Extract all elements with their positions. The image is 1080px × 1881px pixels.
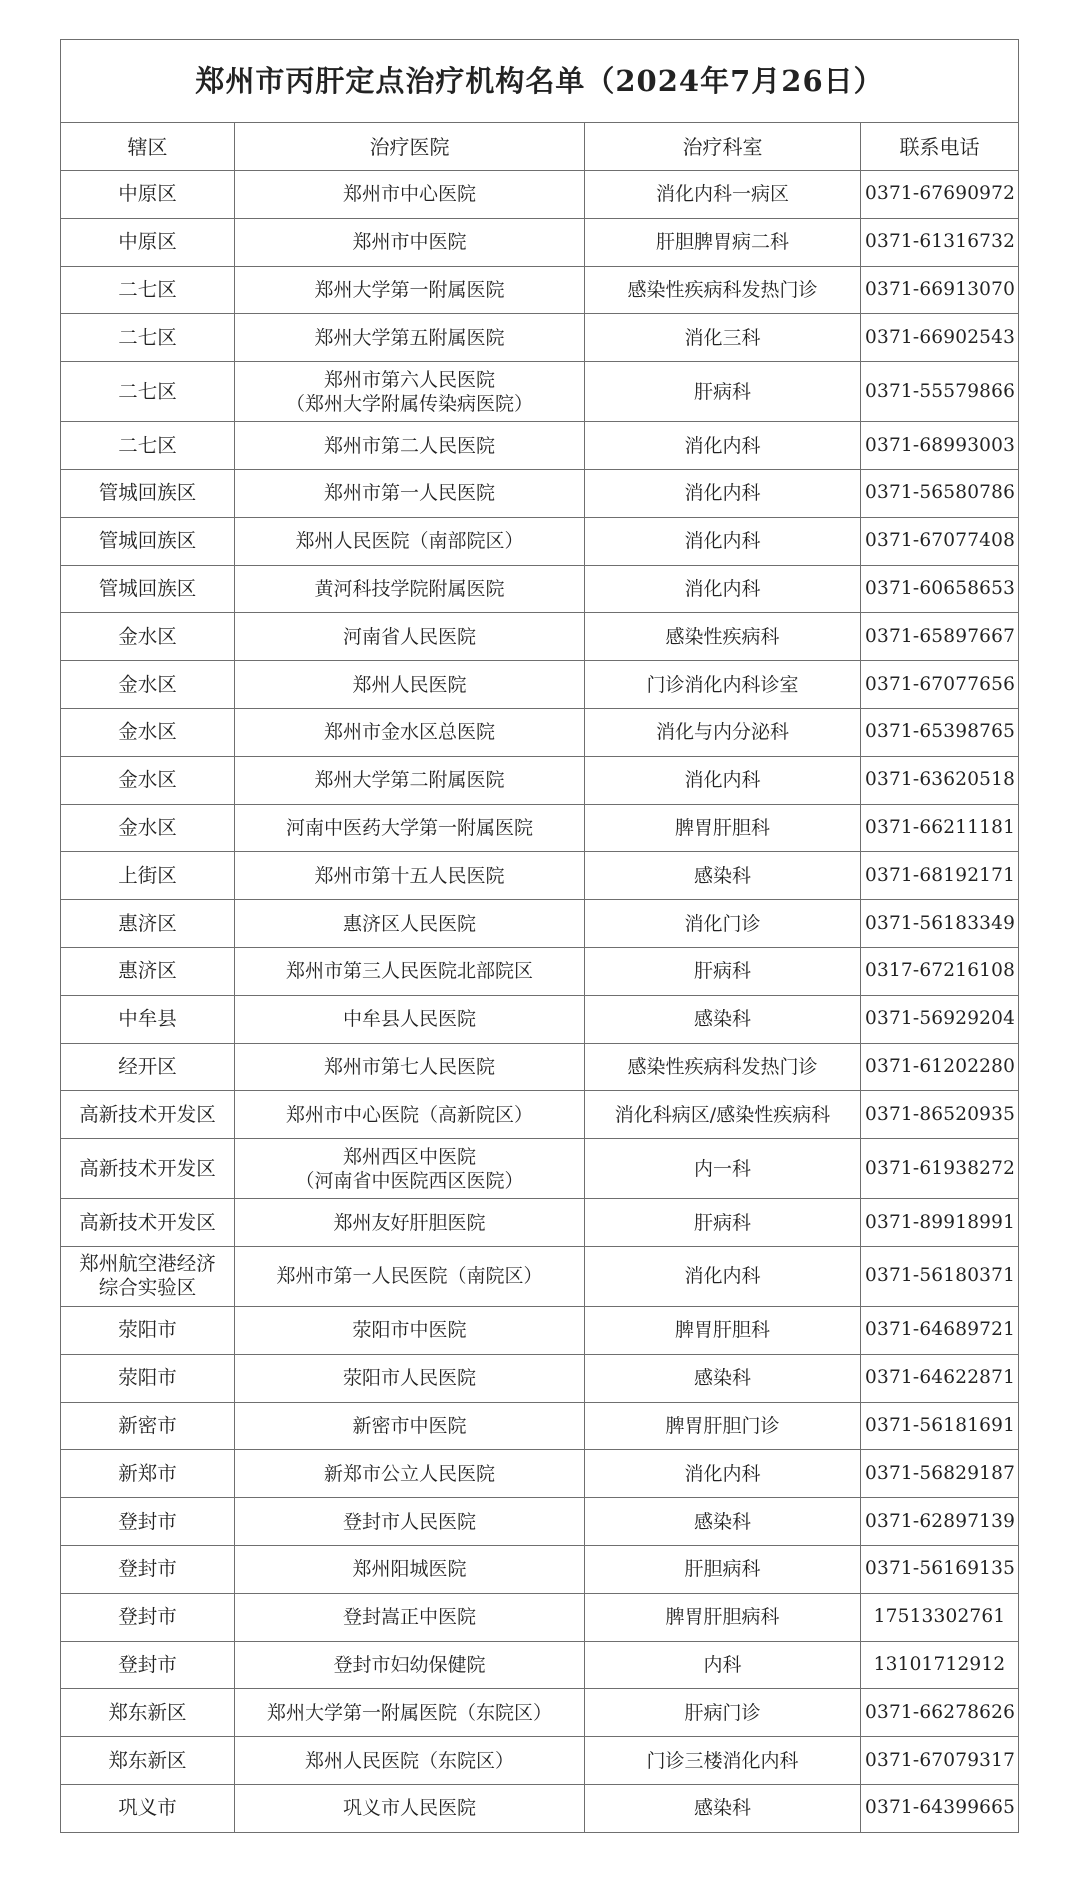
district-cell	[61, 1306, 235, 1354]
hospital-cell-line: 新郑市公立人民医院	[323, 1462, 495, 1485]
table-row	[61, 756, 1019, 804]
hospital-cell-line: 荥阳市中医院	[352, 1319, 467, 1342]
district-cell	[61, 613, 235, 661]
district-cell-line: 中原区	[118, 182, 177, 206]
district-cell	[61, 804, 235, 852]
hospital-cell-line: 郑州市第一人民医院（南院区）	[276, 1265, 543, 1288]
hospital-cell	[235, 362, 585, 422]
department-cell: 消化科病区/感染性疾病科	[585, 1091, 861, 1139]
district-cell	[61, 469, 235, 517]
phone-cell: 0371-65897667	[861, 613, 1019, 661]
district-cell-line: 高新技术开发区	[79, 1102, 216, 1126]
table-body	[61, 171, 1019, 1833]
district-cell-line: 新郑市	[118, 1461, 177, 1485]
hospital-cell	[235, 171, 585, 219]
department-cell: 肝病科	[585, 947, 861, 995]
table-row	[61, 1091, 1019, 1139]
hospital-cell-line: 郑州市金水区总医院	[323, 721, 495, 744]
table-row	[61, 422, 1019, 470]
hospital-cell	[235, 565, 585, 613]
hospital-cell	[235, 1498, 585, 1546]
district-cell	[61, 1593, 235, 1641]
district-cell-line: 中原区	[118, 230, 177, 254]
phone-cell: 0371-67690972	[861, 171, 1019, 219]
hospital-cell	[235, 218, 585, 266]
hospital-cell-line: 郑州市第二人民医院	[323, 434, 495, 457]
header-hospital: 治疗医院	[235, 123, 585, 171]
hospital-cell	[235, 613, 585, 661]
hospital-cell-line: （郑州大学附属传染病医院）	[285, 392, 533, 415]
hospital-cell-line: 郑州市第十五人民医院	[314, 864, 505, 887]
table-row	[61, 804, 1019, 852]
hospital-cell-line: 郑州人民医院（东院区）	[304, 1749, 514, 1772]
table-row	[61, 708, 1019, 756]
district-cell	[61, 1689, 235, 1737]
department-cell: 内一科	[585, 1139, 861, 1199]
department-cell: 肝胆病科	[585, 1545, 861, 1593]
district-cell	[61, 1246, 235, 1306]
hospital-cell-line: 黄河科技学院附属医院	[314, 577, 505, 600]
table-row	[61, 1641, 1019, 1689]
table-row	[61, 1784, 1019, 1832]
department-cell: 感染科	[585, 995, 861, 1043]
phone-cell: 0371-66278626	[861, 1689, 1019, 1737]
phone-cell: 0371-67079317	[861, 1737, 1019, 1785]
district-cell	[61, 1737, 235, 1785]
phone-cell: 0371-68192171	[861, 852, 1019, 900]
department-cell: 脾胃肝胆病科	[585, 1593, 861, 1641]
district-cell-line: 登封市	[118, 1605, 177, 1629]
district-cell-line: 惠济区	[118, 911, 177, 935]
department-cell: 感染性疾病科发热门诊	[585, 1043, 861, 1091]
hospital-cell	[235, 756, 585, 804]
district-cell	[61, 852, 235, 900]
department-cell: 消化内科	[585, 1450, 861, 1498]
phone-cell: 0371-63620518	[861, 756, 1019, 804]
hospital-cell-line: 中牟县人民医院	[342, 1008, 476, 1031]
hospital-cell	[235, 995, 585, 1043]
phone-cell: 0371-64689721	[861, 1306, 1019, 1354]
district-cell	[61, 266, 235, 314]
table-row	[61, 517, 1019, 565]
district-cell-line: 荥阳市	[118, 1366, 177, 1390]
district-cell-line: 郑东新区	[108, 1748, 187, 1772]
hospital-cell-line: 登封嵩正中医院	[342, 1606, 476, 1629]
hospital-cell	[235, 1545, 585, 1593]
district-cell-line: 管城回族区	[98, 576, 197, 600]
hospital-cell-line: 郑州市第一人民医院	[323, 482, 495, 505]
district-cell-line: 新密市	[118, 1413, 177, 1437]
district-cell	[61, 1498, 235, 1546]
district-cell-line: 郑州航空港经济	[79, 1252, 216, 1276]
phone-cell: 0317-67216108	[861, 947, 1019, 995]
hospital-cell-line: 郑州人民医院	[352, 673, 467, 696]
department-cell: 肝病科	[585, 1199, 861, 1247]
hospital-cell	[235, 1641, 585, 1689]
district-cell-line: 惠济区	[118, 959, 177, 983]
hospital-cell-line: 河南省人民医院	[342, 625, 476, 648]
table-row	[61, 1139, 1019, 1199]
table-row	[61, 947, 1019, 995]
hospital-cell	[235, 314, 585, 362]
table-row	[61, 1306, 1019, 1354]
district-cell-line: 二七区	[118, 379, 177, 403]
district-cell-line: 高新技术开发区	[79, 1156, 216, 1180]
table-row	[61, 266, 1019, 314]
table-row	[61, 314, 1019, 362]
district-cell	[61, 1091, 235, 1139]
page-title: 郑州市丙肝定点治疗机构名单（2024年7月26日）	[61, 40, 1019, 123]
district-cell-line: 巩义市	[118, 1796, 177, 1820]
district-cell	[61, 900, 235, 948]
phone-cell: 0371-66902543	[861, 314, 1019, 362]
table-row	[61, 218, 1019, 266]
department-cell: 消化内科	[585, 517, 861, 565]
department-cell: 感染科	[585, 852, 861, 900]
district-cell	[61, 661, 235, 709]
district-cell-line: 中牟县	[118, 1007, 177, 1031]
district-cell	[61, 1402, 235, 1450]
hospital-cell	[235, 1689, 585, 1737]
table-header-row	[61, 123, 1019, 171]
district-cell-line: 登封市	[118, 1557, 177, 1581]
phone-cell: 0371-67077408	[861, 517, 1019, 565]
phone-cell: 0371-66211181	[861, 804, 1019, 852]
department-cell: 消化内科一病区	[585, 171, 861, 219]
hospital-cell	[235, 900, 585, 948]
department-cell: 消化内科	[585, 422, 861, 470]
department-cell: 肝病门诊	[585, 1689, 861, 1737]
district-cell-line: 管城回族区	[98, 529, 197, 553]
hospital-cell-line: 郑州阳城医院	[352, 1558, 467, 1581]
district-cell	[61, 1354, 235, 1402]
hospital-cell-line: 郑州友好肝胆医院	[333, 1211, 486, 1234]
phone-cell: 0371-67077656	[861, 661, 1019, 709]
table-row	[61, 1354, 1019, 1402]
hospital-cell-line: 郑州大学第一附属医院	[314, 278, 505, 301]
department-cell: 消化内科	[585, 756, 861, 804]
table-row	[61, 1545, 1019, 1593]
hospital-cell	[235, 1450, 585, 1498]
hospital-cell	[235, 517, 585, 565]
department-cell: 消化三科	[585, 314, 861, 362]
table-row	[61, 900, 1019, 948]
hospital-cell	[235, 1737, 585, 1785]
district-cell	[61, 756, 235, 804]
hospital-cell-line: 郑州市第七人民医院	[323, 1055, 495, 1078]
district-cell-line: 二七区	[118, 277, 177, 301]
hospital-cell-line: 郑州大学第一附属医院（东院区）	[266, 1701, 552, 1724]
hospital-cell-line: 郑州市中心医院	[342, 183, 476, 206]
district-cell	[61, 362, 235, 422]
hospital-cell	[235, 1402, 585, 1450]
district-cell	[61, 218, 235, 266]
table-row	[61, 995, 1019, 1043]
hospital-cell	[235, 1043, 585, 1091]
hospital-cell-line: 新密市中医院	[352, 1414, 467, 1437]
district-cell	[61, 1043, 235, 1091]
district-cell-line: 上街区	[118, 863, 177, 887]
hospital-cell-line: 登封市妇幼保健院	[333, 1653, 486, 1676]
hospital-cell	[235, 804, 585, 852]
department-cell: 消化内科	[585, 469, 861, 517]
department-cell: 门诊消化内科诊室	[585, 661, 861, 709]
phone-cell: 0371-65398765	[861, 708, 1019, 756]
table-row	[61, 1737, 1019, 1785]
hospital-cell	[235, 1784, 585, 1832]
hospital-cell	[235, 852, 585, 900]
district-cell-line: 经开区	[118, 1054, 177, 1078]
hospital-cell	[235, 1354, 585, 1402]
phone-cell: 0371-66913070	[861, 266, 1019, 314]
hospital-cell-line: 郑州市第三人民医院北部院区	[285, 960, 533, 983]
phone-cell: 0371-56181691	[861, 1402, 1019, 1450]
hospital-cell	[235, 1246, 585, 1306]
district-cell-line: 二七区	[118, 325, 177, 349]
phone-cell: 0371-61202280	[861, 1043, 1019, 1091]
department-cell: 感染科	[585, 1354, 861, 1402]
district-cell	[61, 422, 235, 470]
phone-cell: 0371-68993003	[861, 422, 1019, 470]
hospital-cell-line: 巩义市人民医院	[342, 1797, 476, 1820]
district-cell	[61, 1545, 235, 1593]
treatment-institution-table	[60, 39, 1019, 1833]
phone-cell: 0371-56180371	[861, 1246, 1019, 1306]
hospital-cell	[235, 708, 585, 756]
phone-cell: 0371-89918991	[861, 1199, 1019, 1247]
district-cell-line: 二七区	[118, 433, 177, 457]
phone-cell: 17513302761	[861, 1593, 1019, 1641]
department-cell: 消化门诊	[585, 900, 861, 948]
phone-cell: 0371-56929204	[861, 995, 1019, 1043]
header-department: 治疗科室	[585, 123, 861, 171]
hospital-cell-line: 郑州大学第五附属医院	[314, 326, 505, 349]
hospital-cell-line: 郑州市中医院	[352, 231, 467, 254]
district-cell-line: 管城回族区	[98, 481, 197, 505]
department-cell: 感染性疾病科发热门诊	[585, 266, 861, 314]
hospital-cell	[235, 1139, 585, 1199]
district-cell-line: 登封市	[118, 1652, 177, 1676]
table-row	[61, 1246, 1019, 1306]
district-cell	[61, 995, 235, 1043]
department-cell: 感染性疾病科	[585, 613, 861, 661]
phone-cell: 0371-56580786	[861, 469, 1019, 517]
phone-cell: 0371-56183349	[861, 900, 1019, 948]
hospital-cell	[235, 1593, 585, 1641]
table-row	[61, 469, 1019, 517]
district-cell	[61, 1784, 235, 1832]
phone-cell: 13101712912	[861, 1641, 1019, 1689]
district-cell-line: 综合实验区	[98, 1276, 197, 1300]
district-cell-line: 金水区	[118, 815, 177, 839]
district-cell-line: 金水区	[118, 624, 177, 648]
table-row	[61, 171, 1019, 219]
phone-cell: 0371-64399665	[861, 1784, 1019, 1832]
header-district: 辖区	[61, 123, 235, 171]
hospital-cell-line: 河南中医药大学第一附属医院	[285, 816, 533, 839]
department-cell: 消化与内分泌科	[585, 708, 861, 756]
phone-cell: 0371-64622871	[861, 1354, 1019, 1402]
phone-cell: 0371-62897139	[861, 1498, 1019, 1546]
district-cell-line: 登封市	[118, 1509, 177, 1533]
district-cell	[61, 1641, 235, 1689]
district-cell	[61, 947, 235, 995]
district-cell	[61, 1199, 235, 1247]
hospital-cell-line: 惠济区人民医院	[342, 912, 476, 935]
district-cell	[61, 1139, 235, 1199]
hospital-cell	[235, 469, 585, 517]
department-cell: 消化内科	[585, 565, 861, 613]
district-cell-line: 金水区	[118, 672, 177, 696]
hospital-cell	[235, 1306, 585, 1354]
department-cell: 感染科	[585, 1498, 861, 1546]
hospital-cell	[235, 422, 585, 470]
hospital-cell	[235, 661, 585, 709]
table-row	[61, 1498, 1019, 1546]
phone-cell: 0371-86520935	[861, 1091, 1019, 1139]
district-cell	[61, 1450, 235, 1498]
table-row	[61, 1450, 1019, 1498]
district-cell	[61, 708, 235, 756]
hospital-cell-line: 郑州市中心医院（高新院区）	[285, 1103, 533, 1126]
hospital-cell-line: 郑州人民医院（南部院区）	[295, 530, 524, 553]
phone-cell: 0371-61316732	[861, 218, 1019, 266]
district-cell-line: 金水区	[118, 768, 177, 792]
hospital-cell-line: 郑州西区中医院	[342, 1145, 476, 1168]
table-row	[61, 1402, 1019, 1450]
table-row	[61, 661, 1019, 709]
hospital-cell	[235, 1199, 585, 1247]
phone-cell: 0371-61938272	[861, 1139, 1019, 1199]
hospital-cell	[235, 266, 585, 314]
table-row	[61, 1199, 1019, 1247]
phone-cell: 0371-60658653	[861, 565, 1019, 613]
table-row	[61, 565, 1019, 613]
district-cell-line: 金水区	[118, 720, 177, 744]
hospital-cell	[235, 947, 585, 995]
district-cell-line: 荥阳市	[118, 1318, 177, 1342]
table-row	[61, 852, 1019, 900]
department-cell: 肝病科	[585, 362, 861, 422]
district-cell	[61, 171, 235, 219]
phone-cell: 0371-56829187	[861, 1450, 1019, 1498]
phone-cell: 0371-55579866	[861, 362, 1019, 422]
table-row	[61, 1043, 1019, 1091]
district-cell-line: 高新技术开发区	[79, 1210, 216, 1234]
table-row	[61, 362, 1019, 422]
hospital-cell-line: 荥阳市人民医院	[342, 1367, 476, 1390]
hospital-cell-line: 登封市人民医院	[342, 1510, 476, 1533]
hospital-cell-line: （河南省中医院西区医院）	[295, 1169, 524, 1192]
hospital-cell-line: 郑州大学第二附属医院	[314, 769, 505, 792]
table-row	[61, 1593, 1019, 1641]
table-row	[61, 613, 1019, 661]
district-cell-line: 郑东新区	[108, 1700, 187, 1724]
department-cell: 门诊三楼消化内科	[585, 1737, 861, 1785]
hospital-cell-line: 郑州市第六人民医院	[323, 368, 495, 391]
department-cell: 脾胃肝胆门诊	[585, 1402, 861, 1450]
department-cell: 肝胆脾胃病二科	[585, 218, 861, 266]
department-cell: 脾胃肝胆科	[585, 804, 861, 852]
department-cell: 感染科	[585, 1784, 861, 1832]
district-cell	[61, 565, 235, 613]
table-row	[61, 1689, 1019, 1737]
hospital-cell	[235, 1091, 585, 1139]
phone-cell: 0371-56169135	[861, 1545, 1019, 1593]
header-phone: 联系电话	[861, 123, 1019, 171]
department-cell: 内科	[585, 1641, 861, 1689]
department-cell: 脾胃肝胆科	[585, 1306, 861, 1354]
district-cell	[61, 314, 235, 362]
department-cell: 消化内科	[585, 1246, 861, 1306]
district-cell	[61, 517, 235, 565]
